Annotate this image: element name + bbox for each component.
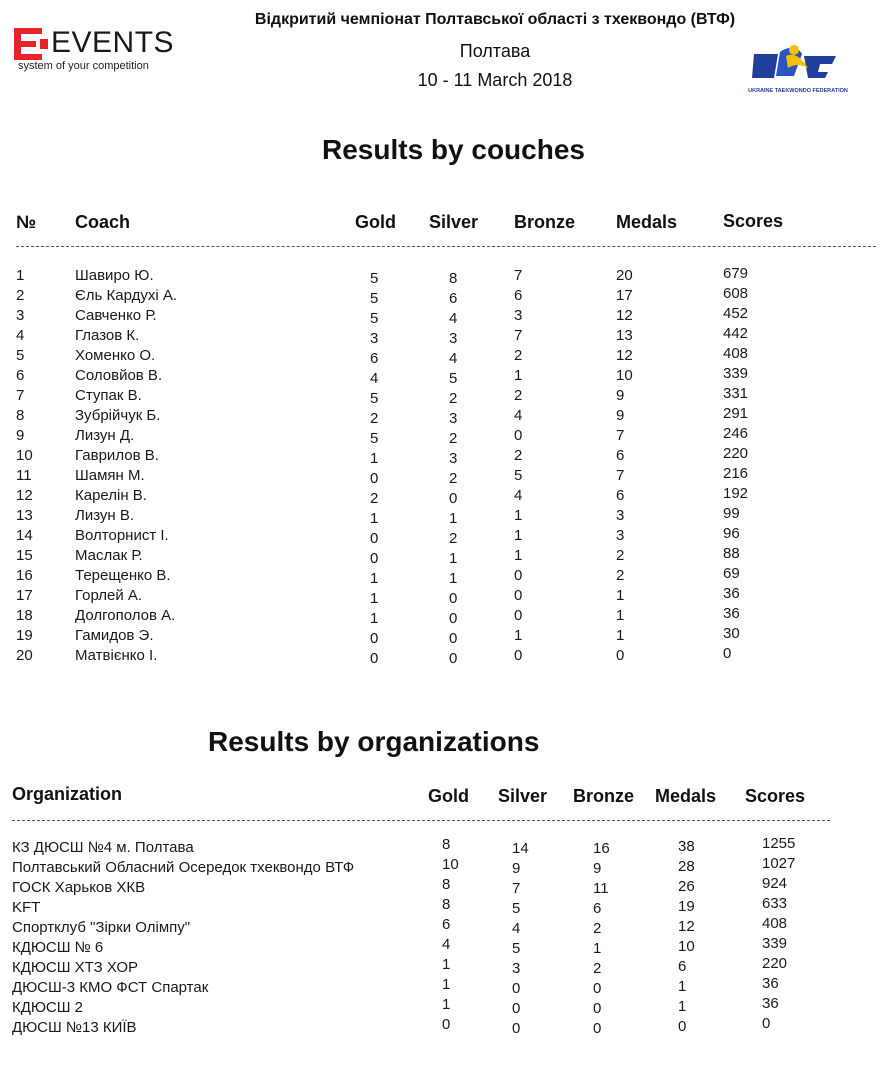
coach-row-silver: 2 [449, 470, 458, 487]
logo-tagline: system of your competition [18, 60, 149, 72]
coach-row-gold: 2 [370, 490, 379, 507]
org-row-scores: 36 [762, 995, 779, 1012]
coach-col-silver: Silver [429, 212, 479, 232]
org-row-bronze: 0 [593, 1020, 602, 1037]
coach-row-coach: Волторнист І. [75, 527, 169, 544]
org-row-gold: 0 [442, 1016, 451, 1033]
coach-row-silver: 1 [449, 550, 458, 567]
org-row-org: КДЮСШ ХТЗ ХОР [12, 959, 139, 976]
coach-row-gold: 6 [370, 350, 379, 367]
coach-row-gold: 1 [370, 450, 379, 467]
coach-row-num: 8 [16, 407, 25, 424]
coach-row-num: 11 [16, 467, 32, 484]
coach-row-bronze: 0 [514, 607, 523, 624]
coach-row-medals: 7 [616, 467, 625, 484]
org-row-org: KFT [12, 899, 41, 916]
events-logo-mark-icon [14, 28, 48, 60]
org-row-org: КЗ ДЮСШ №4 м. Полтава [12, 839, 194, 856]
coach-row-medals: 6 [616, 487, 625, 504]
coach-row-silver: 6 [449, 290, 458, 307]
coach-row-gold: 3 [370, 330, 379, 347]
coach-row-silver: 1 [449, 510, 458, 527]
coach-row-gold: 0 [370, 630, 379, 647]
org-col-bronze: Bronze [573, 786, 635, 806]
coach-row-silver: 2 [449, 530, 458, 547]
coach-row-coach: Єль Кардухі А. [75, 287, 178, 304]
coach-row-silver: 0 [449, 610, 458, 627]
coach-row-gold: 1 [370, 610, 379, 627]
org-row-silver: 0 [512, 980, 521, 997]
org-row-medals: 6 [678, 958, 687, 975]
org-row-gold: 1 [442, 956, 451, 973]
coach-row-gold: 0 [370, 470, 379, 487]
coach-row-scores: 99 [723, 505, 740, 522]
coach-row-coach: Лизун Д. [75, 427, 135, 444]
coach-row-coach: Карелін В. [75, 487, 147, 504]
coach-row-bronze: 7 [514, 267, 523, 284]
coach-row-silver: 4 [449, 350, 458, 367]
coach-row-medals: 17 [616, 287, 633, 304]
coach-row-bronze: 1 [514, 507, 523, 524]
coach-row-scores: 36 [723, 585, 740, 602]
coach-row-gold: 0 [370, 650, 379, 667]
org-row-bronze: 11 [593, 880, 609, 897]
coach-row-num: 10 [16, 447, 33, 464]
org-row-medals: 38 [678, 838, 695, 855]
org-col-silver: Silver [498, 786, 548, 806]
coach-row-num: 3 [16, 307, 25, 324]
org-col-scores: Scores [745, 786, 806, 806]
coach-row-medals: 13 [616, 327, 633, 344]
org-row-scores: 633 [762, 895, 788, 912]
org-row-silver: 0 [512, 1000, 521, 1017]
coach-row-scores: 69 [723, 565, 740, 582]
org-row-silver: 5 [512, 900, 521, 917]
org-row-silver: 4 [512, 920, 521, 937]
org-row-scores: 408 [762, 915, 788, 932]
coach-row-num: 14 [16, 527, 33, 544]
coach-row-medals: 12 [616, 307, 633, 324]
coach-row-num: 13 [16, 507, 33, 524]
coach-row-scores: 452 [723, 305, 749, 322]
org-row-org: КДЮСШ № 6 [12, 939, 104, 956]
coach-row-bronze: 7 [514, 327, 523, 344]
coach-row-coach: Шамян М. [75, 467, 145, 484]
coach-row-coach: Глазов К. [75, 327, 140, 344]
coach-row-scores: 679 [723, 265, 749, 282]
coach-row-bronze: 2 [514, 447, 523, 464]
org-row-gold: 8 [442, 876, 451, 893]
coach-row-gold: 5 [370, 310, 379, 327]
coach-row-coach: Долгополов А. [75, 607, 176, 624]
coach-row-num: 2 [16, 287, 25, 304]
coach-row-scores: 339 [723, 365, 749, 382]
federation-emblem-icon [748, 42, 848, 96]
event-title: Відкритий чемпіонат Полтавської області з тхеквондо (ВТФ) [254, 11, 736, 28]
coach-row-silver: 2 [449, 390, 458, 407]
coach-col-coach: Coach [75, 212, 131, 232]
coach-row-silver: 8 [449, 270, 458, 287]
coach-row-num: 15 [16, 547, 33, 564]
coach-row-scores: 0 [723, 645, 732, 662]
coach-row-scores: 291 [723, 405, 749, 422]
org-row-org: Полтавський Обласний Осередок тхеквондо ВТФ [12, 859, 355, 876]
org-row-bronze: 0 [593, 1000, 602, 1017]
coach-row-coach: Зубрійчук Б. [75, 407, 161, 424]
org-row-bronze: 6 [593, 900, 602, 917]
coach-row-coach: Терещенко В. [75, 567, 171, 584]
event-dates: 10 - 11 March 2018 [417, 70, 573, 90]
coach-row-medals: 9 [616, 407, 625, 424]
coach-row-medals: 7 [616, 427, 625, 444]
org-col-organization: Organization [12, 784, 123, 804]
org-row-bronze: 9 [593, 860, 602, 877]
org-row-gold: 10 [442, 856, 459, 873]
coach-row-num: 1 [16, 267, 25, 284]
org-row-scores: 36 [762, 975, 779, 992]
coach-row-bronze: 0 [514, 567, 523, 584]
coach-row-bronze: 3 [514, 307, 523, 324]
org-row-gold: 1 [442, 976, 451, 993]
coach-row-coach: Хоменко О. [75, 347, 156, 364]
coach-row-medals: 9 [616, 387, 625, 404]
org-row-silver: 5 [512, 940, 521, 957]
coach-row-bronze: 4 [514, 407, 523, 424]
federation-logo [748, 42, 848, 96]
coach-row-silver: 3 [449, 330, 458, 347]
coach-row-num: 17 [16, 587, 33, 604]
coach-row-silver: 1 [449, 570, 458, 587]
coach-row-gold: 1 [370, 510, 379, 527]
org-col-medals: Medals [655, 786, 717, 806]
coach-row-coach: Матвієнко І. [75, 647, 158, 664]
coach-row-coach: Лизун В. [75, 507, 135, 524]
coach-row-medals: 1 [616, 627, 625, 644]
coach-row-num: 12 [16, 487, 33, 504]
coach-row-medals: 12 [616, 347, 633, 364]
org-row-gold: 6 [442, 916, 451, 933]
coach-row-num: 4 [16, 327, 25, 344]
coach-row-coach: Соловйов В. [75, 367, 163, 384]
org-row-bronze: 16 [593, 840, 610, 857]
org-row-gold: 8 [442, 896, 451, 913]
org-row-bronze: 2 [593, 920, 602, 937]
org-row-medals: 19 [678, 898, 695, 915]
org-row-gold: 8 [442, 836, 451, 853]
org-row-scores: 1027 [762, 855, 796, 872]
coach-row-num: 18 [16, 607, 33, 624]
coach-row-bronze: 4 [514, 487, 523, 504]
coach-row-medals: 20 [616, 267, 633, 284]
org-row-silver: 7 [512, 880, 521, 897]
coach-row-coach: Маслак Р. [75, 547, 143, 564]
coach-row-silver: 3 [449, 410, 458, 427]
org-col-gold: Gold [428, 786, 469, 806]
org-row-scores: 1255 [762, 835, 796, 852]
coach-row-silver: 0 [449, 590, 458, 607]
coach-row-scores: 442 [723, 325, 749, 342]
coach-row-coach: Шавиро Ю. [75, 267, 154, 284]
coach-row-coach: Горлей А. [75, 587, 143, 604]
coach-row-coach: Савченко Р. [75, 307, 157, 324]
coach-row-gold: 5 [370, 290, 379, 307]
coach-row-medals: 1 [616, 607, 625, 624]
coach-row-bronze: 0 [514, 647, 523, 664]
coach-row-num: 9 [16, 427, 25, 444]
coach-row-gold: 0 [370, 530, 379, 547]
coach-row-scores: 96 [723, 525, 740, 542]
coach-row-scores: 88 [723, 545, 740, 562]
coach-row-silver: 3 [449, 450, 458, 467]
org-row-medals: 10 [678, 938, 695, 955]
coach-row-silver: 2 [449, 430, 458, 447]
coach-col-gold: Gold [355, 212, 396, 232]
org-row-bronze: 1 [593, 940, 602, 957]
coach-row-coach: Гамидов Э. [75, 627, 154, 644]
coach-row-silver: 0 [449, 650, 458, 667]
org-row-scores: 339 [762, 935, 788, 952]
coach-row-medals: 2 [616, 567, 625, 584]
coach-row-silver: 0 [449, 630, 458, 647]
coach-row-medals: 10 [616, 367, 633, 384]
coach-row-gold: 5 [370, 270, 379, 287]
coach-row-bronze: 5 [514, 467, 523, 484]
org-row-medals: 1 [678, 978, 687, 995]
coach-row-scores: 216 [723, 465, 749, 482]
coach-col-scores: Scores [723, 211, 784, 231]
coach-row-coach: Ступак В. [75, 387, 142, 404]
coach-row-num: 16 [16, 567, 33, 584]
org-row-org: ДЮСШ-3 КМО ФСТ Спартак [12, 979, 209, 996]
coach-row-bronze: 2 [514, 387, 523, 404]
coach-row-gold: 5 [370, 390, 379, 407]
org-row-silver: 9 [512, 860, 521, 877]
org-row-gold: 4 [442, 936, 451, 953]
coach-row-medals: 3 [616, 527, 625, 544]
coach-row-gold: 4 [370, 370, 379, 387]
coach-row-medals: 0 [616, 647, 625, 664]
coach-row-silver: 4 [449, 310, 458, 327]
coach-row-gold: 2 [370, 410, 379, 427]
event-city: Полтава [459, 41, 531, 61]
coach-row-silver: 5 [449, 370, 458, 387]
org-row-medals: 26 [678, 878, 695, 895]
org-row-gold: 1 [442, 996, 451, 1013]
coach-header-divider [16, 246, 876, 247]
coaches-section-title: Results by couches [322, 134, 585, 165]
federation-caption: UKRAINE TAEKWONDO FEDERATION [748, 88, 848, 94]
organizations-section-title: Results by organizations [208, 726, 540, 757]
org-row-silver: 14 [512, 840, 529, 857]
org-row-org: ГОСК Харьков ХКВ [12, 879, 146, 896]
coach-col-bronze: Bronze [514, 212, 576, 232]
org-row-medals: 0 [678, 1018, 687, 1035]
org-row-scores: 220 [762, 955, 788, 972]
coach-row-num: 20 [16, 647, 33, 664]
org-header-divider [12, 820, 830, 821]
coach-row-medals: 3 [616, 507, 625, 524]
coach-row-scores: 220 [723, 445, 749, 462]
coach-row-scores: 36 [723, 605, 740, 622]
org-row-org: ДЮСШ №13 КИЇВ [12, 1019, 137, 1036]
org-row-scores: 0 [762, 1015, 771, 1032]
coach-row-bronze: 1 [514, 547, 523, 564]
org-row-silver: 3 [512, 960, 521, 977]
coach-row-bronze: 2 [514, 347, 523, 364]
coach-row-medals: 1 [616, 587, 625, 604]
coach-row-scores: 30 [723, 625, 740, 642]
coach-row-num: 6 [16, 367, 25, 384]
coach-row-medals: 2 [616, 547, 625, 564]
org-row-org: КДЮСШ 2 [12, 999, 83, 1016]
coach-row-scores: 608 [723, 285, 749, 302]
coach-row-scores: 246 [723, 425, 749, 442]
org-row-medals: 12 [678, 918, 695, 935]
coach-row-num: 7 [16, 387, 25, 404]
coach-row-bronze: 6 [514, 287, 523, 304]
coach-row-scores: 408 [723, 345, 749, 362]
org-row-silver: 0 [512, 1020, 521, 1037]
coach-row-silver: 0 [449, 490, 458, 507]
org-row-medals: 28 [678, 858, 695, 875]
coach-col-medals: Medals [616, 212, 678, 232]
coach-row-gold: 1 [370, 590, 379, 607]
coach-row-bronze: 1 [514, 367, 523, 384]
org-row-scores: 924 [762, 875, 788, 892]
coach-row-coach: Гаврилов В. [75, 447, 159, 464]
coach-row-bronze: 1 [514, 627, 523, 644]
coach-row-gold: 5 [370, 430, 379, 447]
coach-row-gold: 1 [370, 570, 379, 587]
coach-row-bronze: 1 [514, 527, 523, 544]
org-row-bronze: 0 [593, 980, 602, 997]
coach-row-medals: 6 [616, 447, 625, 464]
org-row-org: Спортклуб "Зірки Олімпу" [12, 919, 191, 936]
logo-wordmark: EVENTS [51, 26, 175, 59]
coach-row-bronze: 0 [514, 587, 523, 604]
coach-row-bronze: 0 [514, 427, 523, 444]
coach-row-gold: 0 [370, 550, 379, 567]
coach-row-num: 19 [16, 627, 33, 644]
coach-row-scores: 192 [723, 485, 749, 502]
org-row-bronze: 2 [593, 960, 602, 977]
org-row-medals: 1 [678, 998, 687, 1015]
coach-row-scores: 331 [723, 385, 749, 402]
coach-row-num: 5 [16, 347, 25, 364]
coach-col-num: № [16, 212, 37, 232]
